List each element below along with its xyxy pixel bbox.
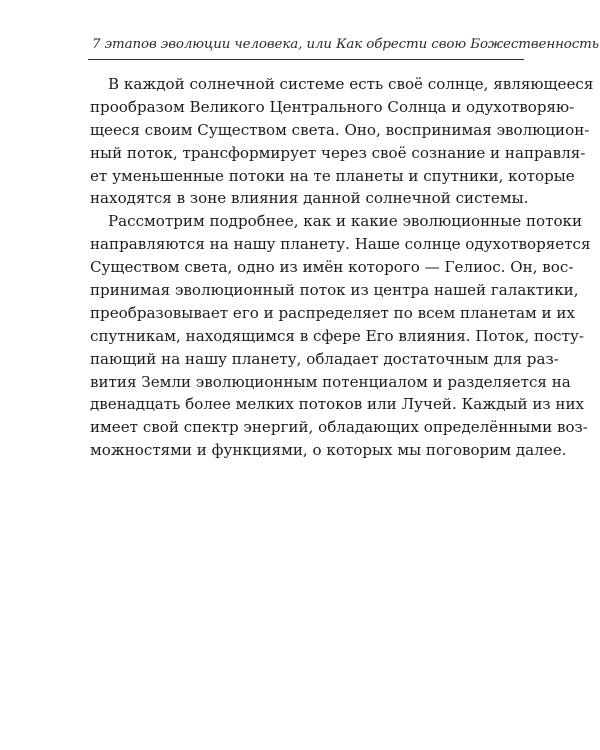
text-line: В каждой солнечной системе есть своё солнце, являющееся xyxy=(108,75,594,93)
text-line: Рассмотрим подробнее, как и какие эволюционные потоки xyxy=(108,212,583,231)
text-line: щееся своим Существом света. Оно, воспринимая эволюцион- xyxy=(90,120,590,139)
text-line: двенадцать более мелких потоков или Лучей. Каждый из них xyxy=(90,395,585,414)
text-line: вития Земли эволюционным потенциалом и разделяется на xyxy=(90,372,571,391)
body-text xyxy=(90,73,594,462)
text-line: пающий на нашу планету, обладает достаточным для раз- xyxy=(90,349,559,368)
text-line: направляются на нашу планету. Наше солнце одухотворяется xyxy=(90,235,591,254)
text-line: Существом света, одно из имён которого — Гелиос. Он, вос- xyxy=(90,258,574,277)
running-header-title: 7 этапов эволюции человека, или Как обрести свою Божественность xyxy=(92,37,599,52)
text-line: принимая эволюционный поток из центра нашей галактики, xyxy=(90,281,579,300)
text-line: ный поток, трансформирует через своё сознание и направля- xyxy=(90,143,586,162)
text-line: спутникам, находящимся в сфере Его влияния. Поток, посту- xyxy=(90,326,584,345)
text-line: имеет свой спектр энергий, обладающих определёнными воз- xyxy=(90,418,588,437)
text-line: прообразом Великого Центрального Солнца и одухотворяю- xyxy=(90,97,575,116)
paragraph-1 xyxy=(90,73,594,210)
header-rule xyxy=(88,59,524,60)
text-line: преобразовывает его и распределяет по всем планетам и их xyxy=(90,303,575,322)
text-line: можностями и функциями, о которых мы поговорим далее. xyxy=(90,441,567,460)
paragraph-2 xyxy=(90,210,591,462)
text-line: ет уменьшенные потоки на те планеты и спутники, которые xyxy=(90,166,575,185)
text-line: находятся в зоне влияния данной солнечной системы. xyxy=(90,189,529,208)
